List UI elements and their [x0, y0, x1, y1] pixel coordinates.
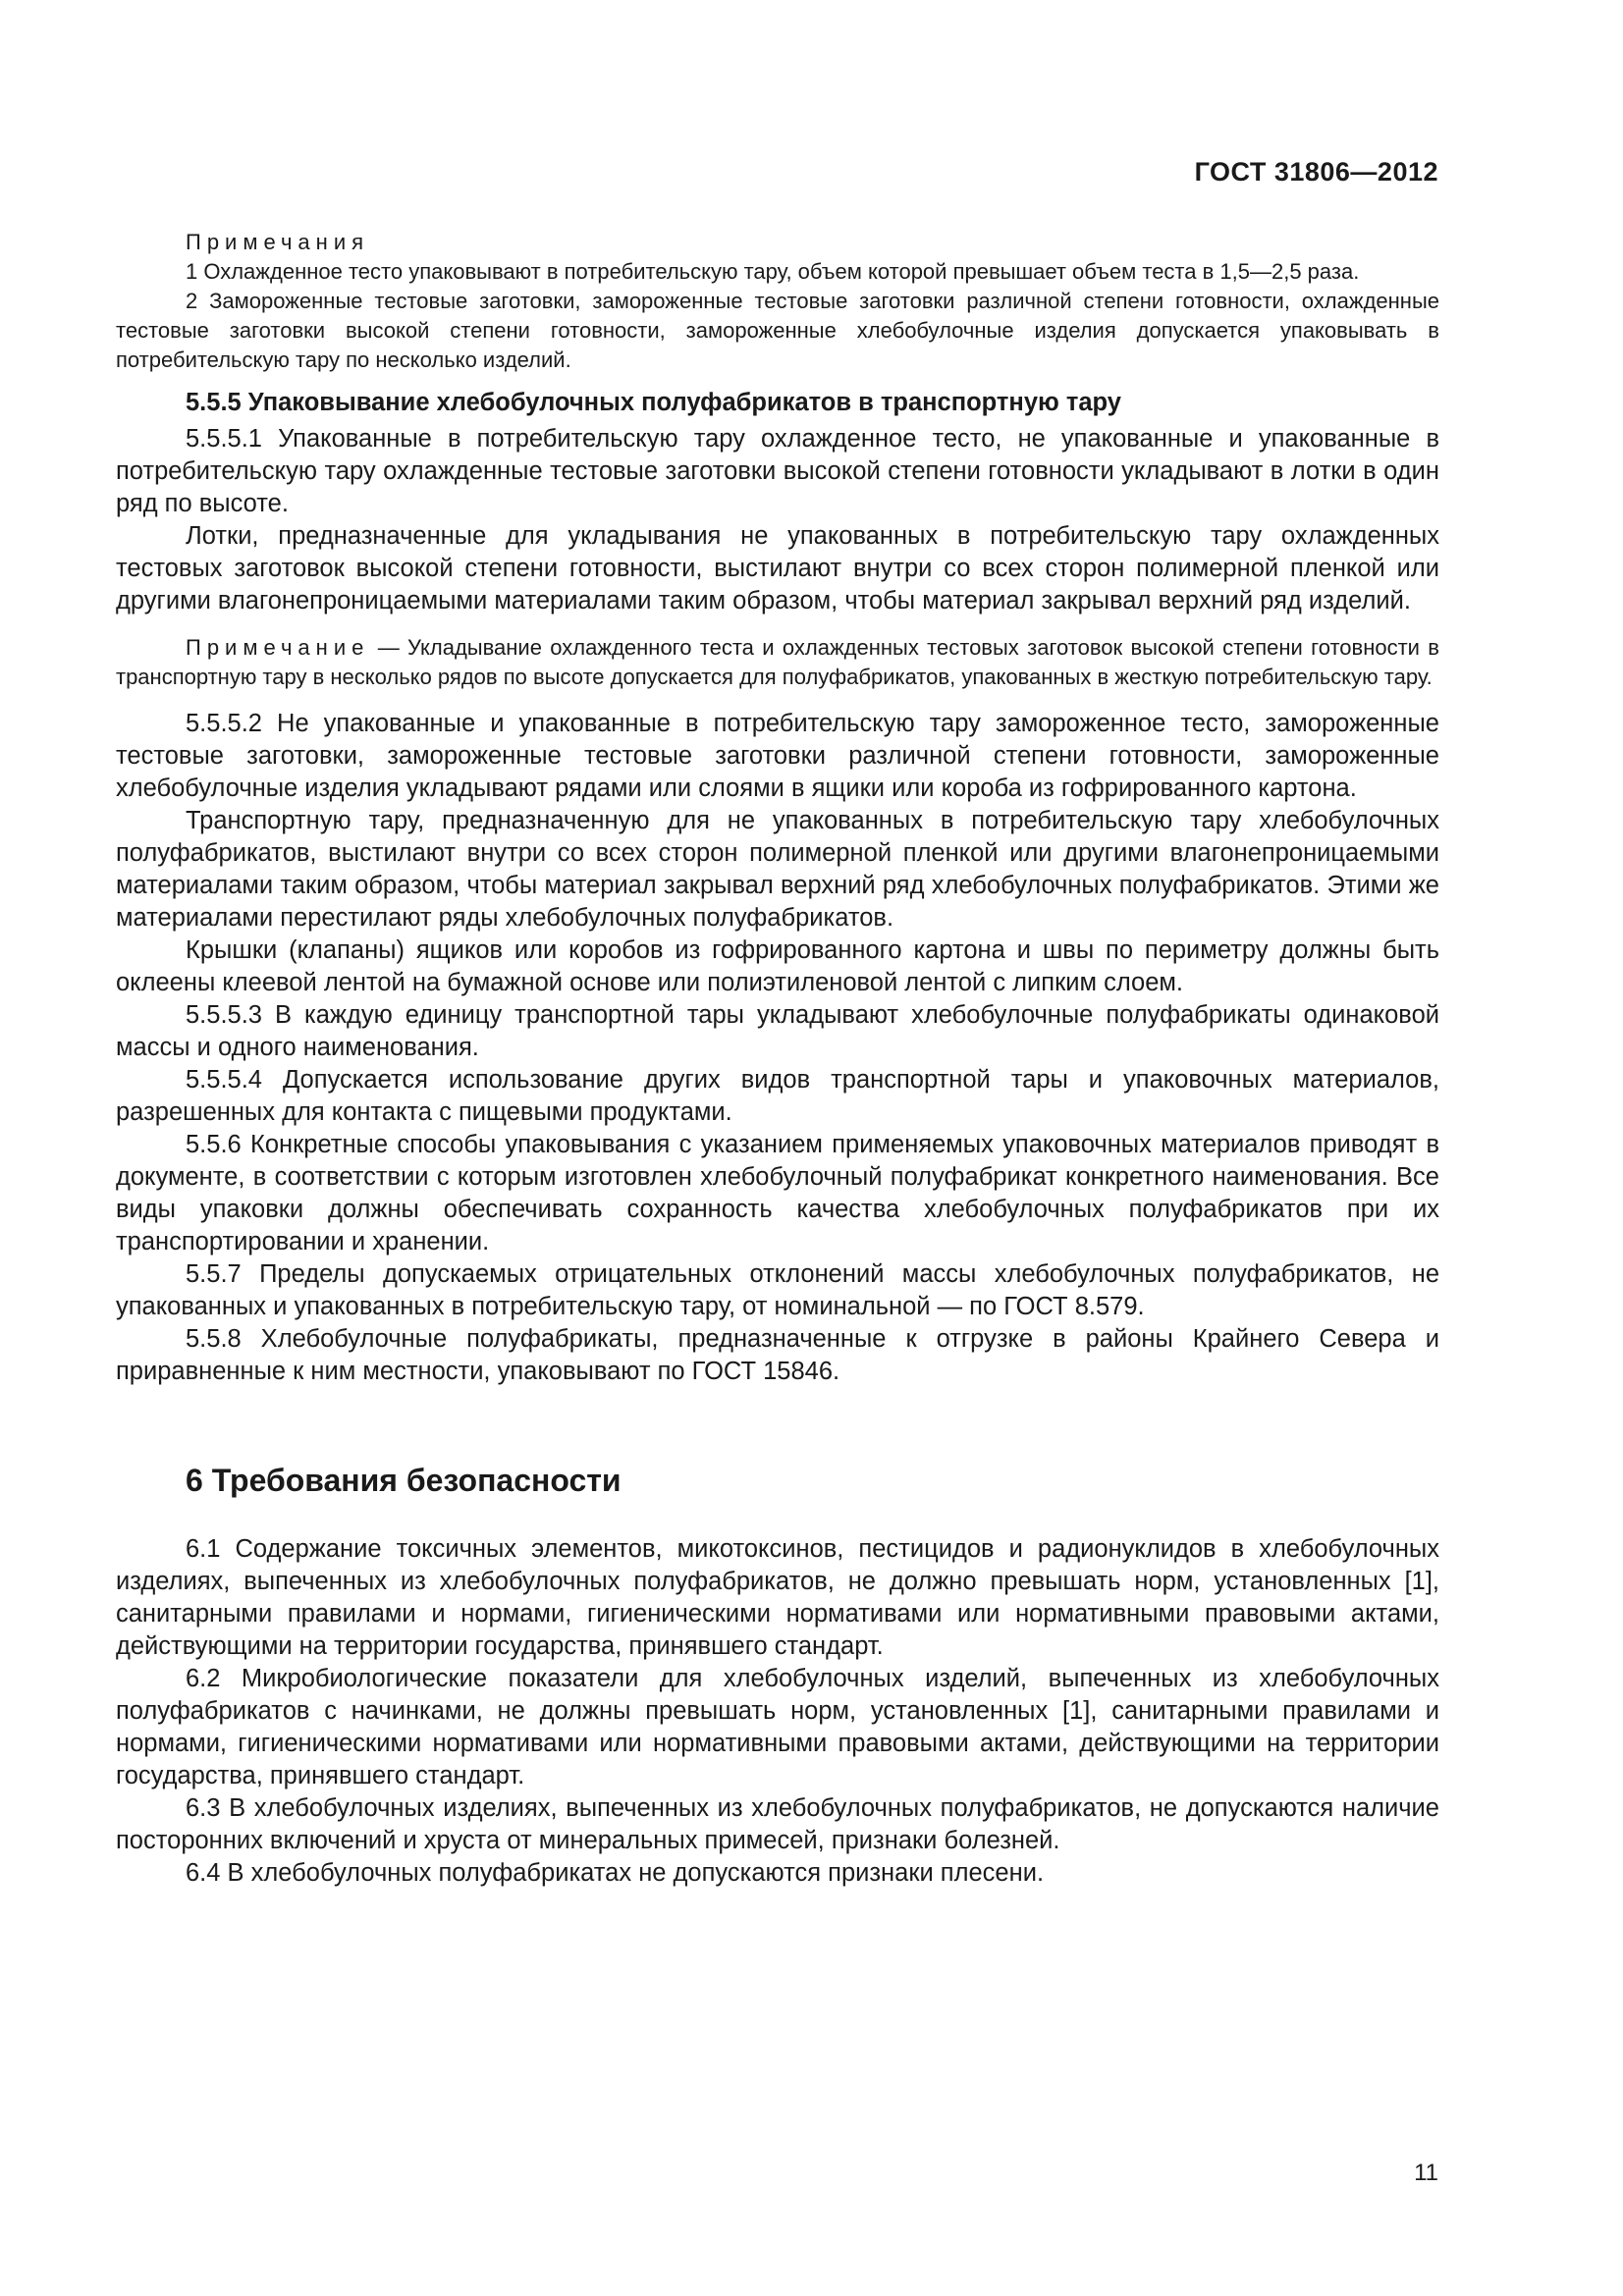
paragraph-6-3: 6.3 В хлебобулочных изделиях, выпеченных из хлебобулочных полуфабрикатов, не допускаются наличие посторонних включений и хруста от минеральных примесей, признаки болезней. — [116, 1794, 1439, 1854]
paragraph-5-5-8: 5.5.8 Хлебобулочные полуфабрикаты, предназначенные к отгрузке в районы Крайнего Севера и приравненные к ним местности, упаковывают по ГОСТ 15846. — [116, 1325, 1439, 1385]
document-id-header: ГОСТ 31806—2012 — [1194, 157, 1438, 187]
inline-note-label: Примечание — [186, 635, 370, 660]
paragraph-5-5-5-2: 5.5.5.2 Не упакованные и упакованные в потребительскую тару замороженное тесто, замороженные тестовые заготовки, замороженные тестовые заготовки различной степени готовности, замороженные хлебобулочные изделия укладывают рядами или слоями в ящики или короба из гофрированного картона. — [116, 710, 1439, 802]
paragraph-lids-tape: Крышки (клапаны) ящиков или коробов из гофрированного картона и швы по периметру должны быть оклеены клеевой лентой на бумажной основе или полиэтиленовой лентой с липким слоем. — [116, 936, 1439, 996]
section-heading-6: 6 Требования безопасности — [186, 1463, 622, 1498]
note-item-2: 2 Замороженные тестовые заготовки, замороженные тестовые заготовки различной степени готовности, охлажденные тестовые заготовки высокой степени готовности, замороженные хлебобулочные изделия допускается упаковывать в потребительскую тару по несколько изделий. — [116, 289, 1439, 372]
paragraph-5-5-5-4: 5.5.5.4 Допускается использование других видов транспортной тары и упаковочных материалов, разрешенных для контакта с пищевыми продуктами. — [116, 1066, 1439, 1126]
paragraph-5-5-6: 5.5.6 Конкретные способы упаковывания с указанием применяемых упаковочных материалов приводят в документе, в соответствии с которым изготовлен хлебобулочный полуфабрикат конкретного наименования. Все виды упаковки должны обеспечивать сохранность качества хлебобулочных полуфабрикатов при их транспортировании и хранении. — [116, 1131, 1439, 1255]
page-number: 11 — [1414, 2160, 1438, 2186]
note-item-1: 1 Охлажденное тесто упаковывают в потребительскую тару, объем которой превышает объем теста в 1,5—2,5 раза. — [186, 259, 1360, 284]
paragraph-5-5-5-1: 5.5.5.1 Упакованные в потребительскую тару охлажденное тесто, не упакованные и упакованные в потребительскую тару охлажденные тестовые заготовки высокой степени готовности укладывают в лотки в один ряд по высоте. — [116, 425, 1439, 517]
paragraph-6-4: 6.4 В хлебобулочных полуфабрикатах не допускаются признаки плесени. — [186, 1859, 1045, 1887]
paragraph-6-2: 6.2 Микробиологические показатели для хлебобулочных изделий, выпеченных из хлебобулочных полуфабрикатов с начинками, не должны превышать норм, установленных [1], санитарными правилами и нормами, гигиеническими нормативами или нормативными правовыми актами, действующими на территории государства, принявшего стандарт. — [116, 1665, 1439, 1789]
paragraph-5-5-5-3: 5.5.5.3 В каждую единицу транспортной тары укладывают хлебобулочные полуфабрикаты одинаковой массы и одного наименования. — [116, 1001, 1439, 1061]
inline-note — [116, 633, 1439, 692]
subsection-heading-5-5-5: 5.5.5 Упаковывание хлебобулочных полуфабрикатов в транспортную тару — [186, 389, 1121, 416]
inline-note-text: — Укладывание охлажденного теста и охлажденных тестовых заготовок высокой степени готовности в транспортную тару в несколько рядов по высоте допускается для полуфабрикатов, упакованных в жесткую потребительскую тару. — [116, 635, 1439, 689]
paragraph-6-1: 6.1 Содержание токсичных элементов, микотоксинов, пестицидов и радионуклидов в хлебобулочных изделиях, выпеченных из хлебобулочных полуфабрикатов, не должно превышать норм, установленных [1], санитарными правилами и нормами, гигиеническими нормативами или нормативными правовыми актами, действующими на территории государства, принявшего стандарт. — [116, 1535, 1439, 1660]
paragraph-trays-lining: Лотки, предназначенные для укладывания не упакованных в потребительскую тару охлажденных тестовых заготовок высокой степени готовности, выстилают внутри со всех сторон полимерной пленкой или другими влагонепроницаемыми материалами таким образом, чтобы материал закрывал верхний ряд изделий. — [116, 522, 1439, 614]
page-content — [116, 228, 1439, 1890]
paragraph-5-5-7: 5.5.7 Пределы допускаемых отрицательных отклонений массы хлебобулочных полуфабрикатов, не упакованных и упакованных в потребительскую тару, от номинальной — по ГОСТ 8.579. — [116, 1260, 1439, 1320]
notes-title: Примечания — [186, 230, 370, 254]
paragraph-transport-lining: Транспортную тару, предназначенную для не упакованных в потребительскую тару хлебобулочных полуфабрикатов, выстилают внутри со всех сторон полимерной пленкой или другими влагонепроницаемыми материалами таким образом, чтобы материал закрывал верхний ряд хлебобулочных полуфабрикатов. Этими же материалами перестилают ряды хлебобулочных полуфабрикатов. — [116, 807, 1439, 932]
